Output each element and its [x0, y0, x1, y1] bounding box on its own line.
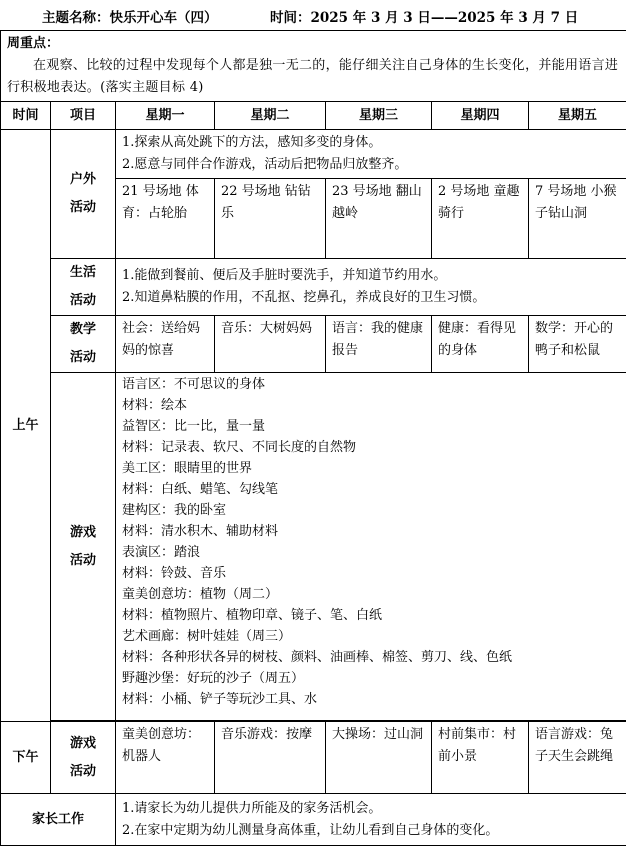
- game-line: 表演区：踏浪: [122, 545, 201, 560]
- col-wednesday: 星期三: [326, 102, 432, 130]
- games-label: 游戏 活动: [51, 373, 116, 721]
- outdoor-label: 户外 活动: [51, 130, 116, 259]
- life-goal: 1.能做到餐前、便后及手脏时要洗手，并知道节约用水。: [122, 268, 447, 283]
- outdoor-goal: 2.愿意与同伴合作游戏，活动后把物品归放整齐。: [122, 157, 408, 172]
- afternoon-thursday: 村前集市：村前小景: [432, 722, 529, 794]
- parents-work: [116, 794, 626, 846]
- afternoon-games-label: 游戏 活动: [51, 722, 116, 794]
- parents-line: 2.在家中定期为幼儿测量身高体重，让幼儿看到自己身体的变化。: [122, 822, 499, 838]
- weekly-focus: [1, 31, 626, 102]
- focus-text: 在观察、比较的过程中发现每个人都是独一无二的，能仔细关注自己身体的生长变化，并能用语言进行积极地表达。(落实主题目标 4): [7, 58, 619, 95]
- teaching-tuesday: 音乐：大树妈妈: [215, 316, 326, 373]
- game-line: 材料：铃鼓、音乐: [122, 566, 227, 581]
- game-line: 材料：清水积木、辅助材料: [122, 524, 279, 539]
- col-monday: 星期一: [116, 102, 215, 130]
- col-time: 时间: [1, 102, 51, 130]
- column-header-row: [1, 102, 626, 130]
- parents-line: 1.请家长为幼儿提供力所能及的家务活机会。: [122, 800, 382, 816]
- game-line: 材料：绘本: [122, 398, 188, 413]
- col-thursday: 星期四: [432, 102, 529, 130]
- col-friday: 星期五: [529, 102, 626, 130]
- outdoor-thursday: 2 号场地 童趣骑行: [432, 179, 529, 259]
- teaching-monday: 社会：送给妈妈的惊喜: [116, 316, 215, 373]
- game-line: 美工区：眼睛里的世界: [122, 461, 253, 476]
- outdoor-tuesday: 22 号场地 钻钻乐: [215, 179, 326, 259]
- weekly-plan-table: [0, 30, 626, 846]
- game-line: 材料：白纸、蜡笔、勾线笔: [122, 482, 279, 497]
- game-line: 语言区：不可思议的身体: [122, 377, 266, 392]
- outdoor-goals: [116, 130, 626, 179]
- teaching-friday: 数学：开心的鸭子和松鼠: [529, 316, 626, 373]
- afternoon-wednesday: 大操场：过山洞: [326, 722, 432, 794]
- life-goals: [116, 259, 626, 316]
- game-areas: [116, 373, 626, 721]
- teaching-wednesday: 语言：我的健康报告: [326, 316, 432, 373]
- game-line: 材料：植物照片、植物印章、镜子、笔、白纸: [122, 608, 383, 623]
- afternoon-monday: 童美创意坊：机器人: [116, 722, 215, 794]
- outdoor-wednesday: 23 号场地 翻山越岭: [326, 179, 432, 259]
- morning-label: 上午: [1, 130, 51, 722]
- teaching-label: 教学 活动: [51, 316, 116, 373]
- game-line: 材料：记录表、软尺、不同长度的自然物: [122, 440, 357, 455]
- game-line: 材料：各种形状各异的树枝、颜料、油画棒、棉签、剪刀、线、色纸: [122, 650, 513, 665]
- game-line: 益智区：比一比，量一量: [122, 419, 266, 434]
- afternoon-tuesday: 音乐游戏：按摩: [215, 722, 326, 794]
- outdoor-goal: 1.探索从高处跳下的方法，感知多变的身体。: [122, 135, 382, 150]
- parents-label: 家长工作: [1, 794, 116, 846]
- life-label: 生活 活动: [51, 259, 116, 316]
- col-item: 项目: [51, 102, 116, 130]
- game-line: 野趣沙堡：好玩的沙子（周五）: [122, 671, 305, 686]
- focus-title: 周重点：: [7, 36, 60, 51]
- afternoon-friday: 语言游戏：兔子天生会跳绳: [529, 722, 626, 794]
- teaching-thursday: 健康：看得见的身体: [432, 316, 529, 373]
- game-line: 建构区：我的卧室: [122, 503, 227, 518]
- outdoor-friday: 7 号场地 小猴子钻山洞: [529, 179, 626, 259]
- plan-header: [0, 6, 626, 26]
- afternoon-label: 下午: [1, 722, 51, 794]
- col-tuesday: 星期二: [215, 102, 326, 130]
- game-line: 材料：小桶、铲子等玩沙工具、水: [122, 692, 318, 707]
- game-line: 艺术画廊：树叶娃娃（周三）: [122, 629, 292, 644]
- date-range: 时间：2025 年 3 月 3 日——2025 年 3 月 7 日: [270, 10, 579, 26]
- game-line: 童美创意坊：植物（周二）: [122, 587, 279, 602]
- outdoor-monday: 21 号场地 体育：占轮胎: [116, 179, 215, 259]
- life-goal: 2.知道鼻粘膜的作用，不乱抠、挖鼻孔，养成良好的卫生习惯。: [122, 290, 486, 305]
- theme-name: 主题名称：快乐开心车（四）: [42, 10, 218, 26]
